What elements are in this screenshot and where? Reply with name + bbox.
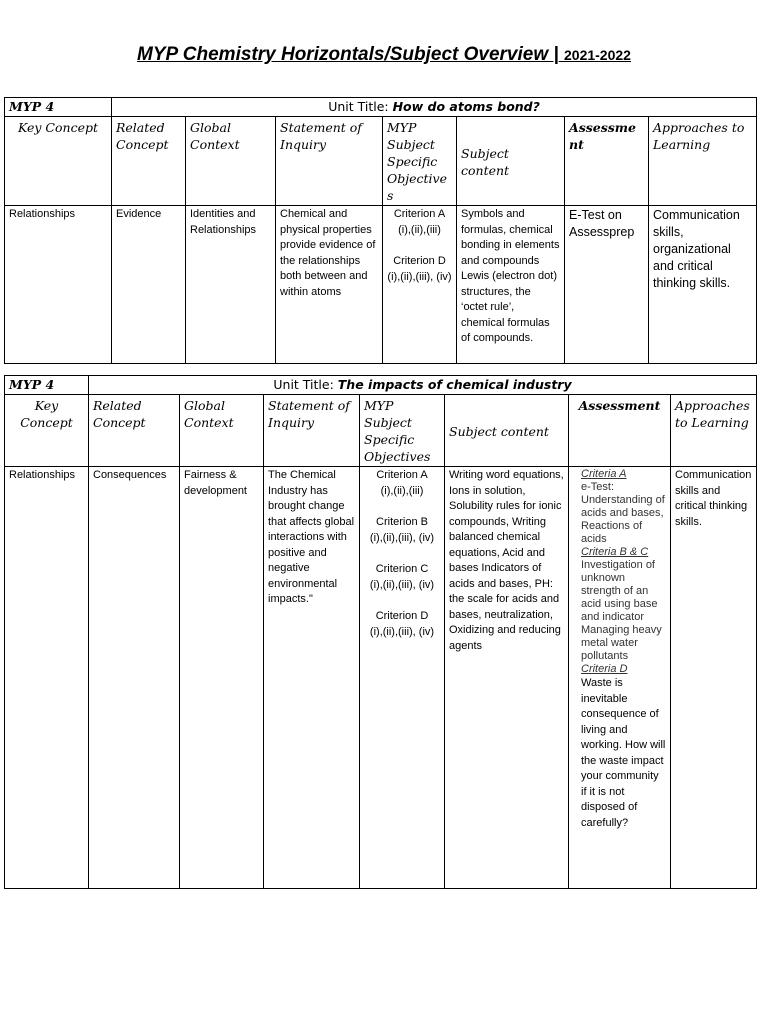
- statement-of-inquiry-cell: The Chemical Industry has brought change that affects global interactions with positive and negative environmental impacts.": [264, 467, 360, 889]
- key-concept-cell: Relationships: [5, 206, 112, 364]
- objectives-cell: [360, 467, 445, 889]
- header-subject-content: Subject content: [457, 117, 565, 206]
- header-assessment: Assessment: [565, 117, 649, 206]
- criteria-a-text: e-Test: Understanding of acids and bases, Reactions of acids: [581, 481, 665, 545]
- header-statement-of-inquiry: Statement of Inquiry: [264, 395, 360, 467]
- header-statement-of-inquiry: Statement of Inquiry: [276, 117, 383, 206]
- criterion-name: Criterion B: [376, 516, 428, 528]
- unit-table-1: [4, 97, 757, 364]
- criteria-d-text: Waste is inevitable consequence of living and working. How will the waste impact your community if it is not disposed of carefully?: [581, 677, 666, 829]
- header-subject-content: Subject content: [445, 395, 569, 467]
- header-atl: Approaches to Learning: [649, 117, 757, 206]
- criterion-name: Criterion A: [376, 469, 428, 481]
- subject-content-cell: Writing word equations, Ions in solution, Solubility rules for ionic compounds, Writing balanced chemical equations, Acid and bases Indicators of acids and bases, PH: the scale for acids and bases, neutralization, Oxidizing and reducing agents: [445, 467, 569, 889]
- atl-cell: Communication skills, organizational and critical thinking skills.: [649, 206, 757, 364]
- header-assessment: Assessment: [569, 395, 671, 467]
- criteria-bc-text: Investigation of unknown strength of an acid using base and indicator Managing heavy metal water pollutants: [581, 559, 662, 662]
- statement-of-inquiry-cell: Chemical and physical properties provide evidence of the relationships both between and within atoms: [276, 206, 383, 364]
- related-concept-cell: Evidence: [112, 206, 186, 364]
- atl-cell: Communication skills and critical thinking skills.: [671, 467, 757, 889]
- assessment-cell: [569, 467, 671, 889]
- myp-label: MYP 4: [5, 376, 89, 395]
- assessment-cell: E-Test on Assessprep: [565, 206, 649, 364]
- header-objectives: MYP Subject Specific Objectives: [360, 395, 445, 467]
- criterion-name: Criterion D: [375, 610, 429, 622]
- criterion-parts: (i),(ii),(iii), (iv): [387, 270, 452, 283]
- year: 2021-2022: [564, 47, 631, 63]
- header-objectives: MYP Subject Specific Objectives: [383, 117, 457, 206]
- criterion-parts: (i),(ii),(iii), (iv): [369, 531, 435, 544]
- page-title: MYP Chemistry Horizontals/Subject Overview | 2021-2022: [137, 44, 631, 65]
- criterion-parts: (i),(ii),(iii), (iv): [369, 578, 435, 591]
- criterion-name: Criterion C: [375, 563, 429, 575]
- criterion-parts: (i),(ii),(iii): [380, 484, 424, 497]
- header-key-concept: Key Concept: [5, 395, 89, 467]
- criteria-d-label: Criteria D: [581, 663, 628, 675]
- header-global-context: Global Context: [180, 395, 264, 467]
- unit-title: Unit Title: How do atoms bond?: [112, 98, 757, 117]
- criterion-name: Criterion D: [393, 255, 446, 267]
- myp-label: MYP 4: [5, 98, 112, 117]
- related-concept-cell: Consequences: [89, 467, 180, 889]
- header-atl: Approaches to Learning: [671, 395, 757, 467]
- header-related-concept: Related Concept: [112, 117, 186, 206]
- subject-content-cell: Symbols and formulas, chemical bonding in elements and compounds Lewis (electron dot) structures, the ‘octet rule’, chemical formulas of compounds.: [457, 206, 565, 364]
- unit-title: Unit Title: The impacts of chemical industry: [89, 376, 757, 395]
- header-global-context: Global Context: [186, 117, 276, 206]
- criteria-a-label: Criteria A: [581, 468, 627, 480]
- unit-table-2: [4, 375, 757, 889]
- objectives-cell: [383, 206, 457, 364]
- criterion-name: Criterion A: [393, 208, 446, 220]
- key-concept-cell: Relationships: [5, 467, 89, 889]
- header-key-concept: Key Concept: [5, 117, 112, 206]
- global-context-cell: Identities and Relationships: [186, 206, 276, 364]
- header-related-concept: Related Concept: [89, 395, 180, 467]
- criterion-parts: (i),(ii),(iii): [398, 223, 441, 236]
- criteria-bc-label: Criteria B & C: [581, 546, 649, 558]
- global-context-cell: Fairness & development: [180, 467, 264, 889]
- criterion-parts: (i),(ii),(iii), (iv): [369, 625, 435, 638]
